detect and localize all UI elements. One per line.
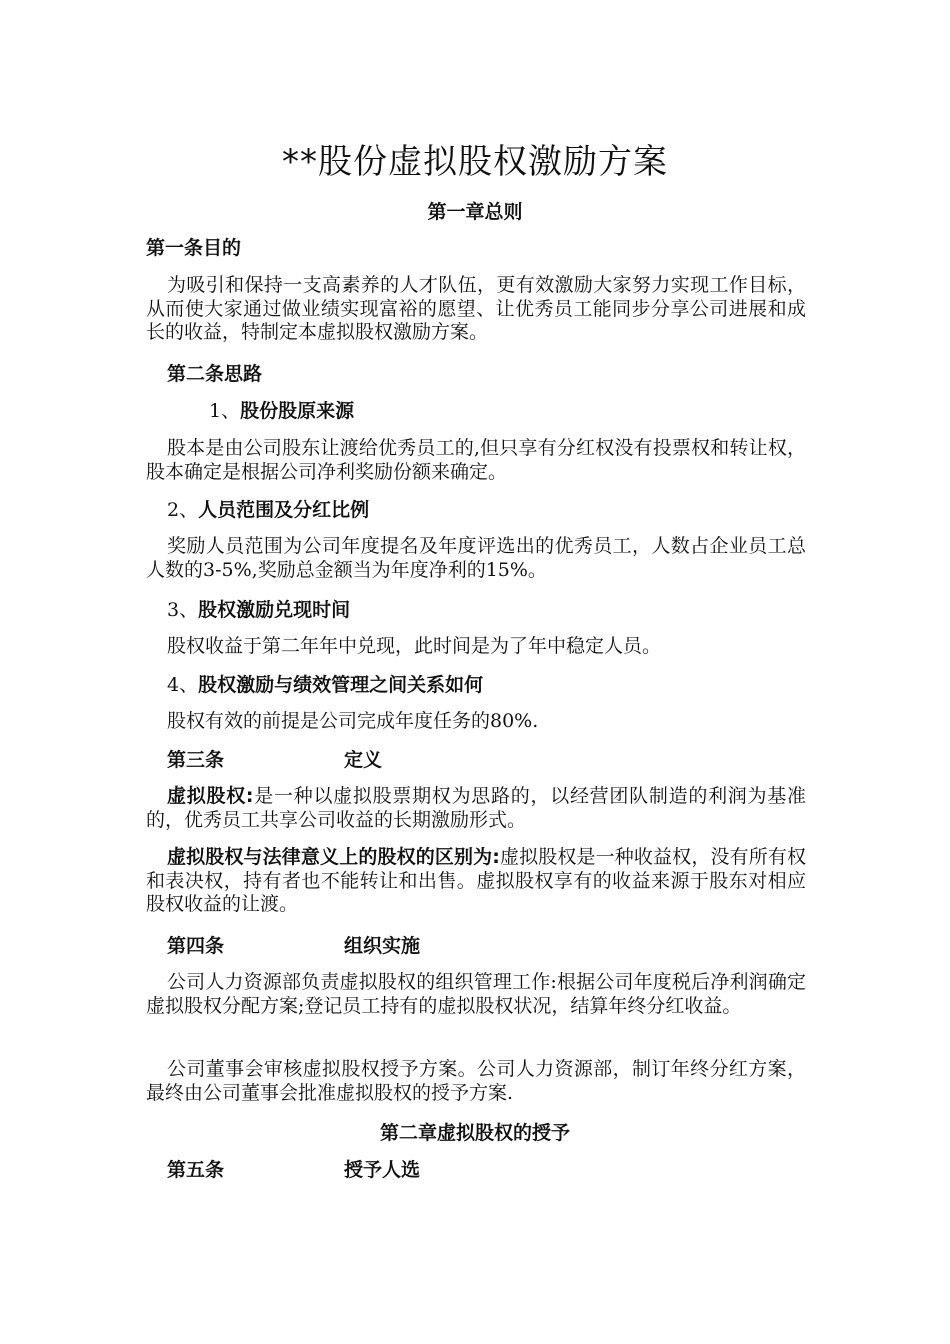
article-5-label: 第五条 <box>167 1159 225 1181</box>
chapter-1-heading: 第一章总则 <box>427 201 523 223</box>
item-2-title: 人员范围及分红比例 <box>198 499 370 521</box>
item-4-title: 股权激励与绩效管理之间关系如何 <box>198 674 484 696</box>
article-5-title: 授予人选 <box>344 1159 421 1181</box>
article-5-heading <box>167 1157 420 1183</box>
item-1-text: 股本是由公司股东让渡给优秀员工的,但只享有分红权没有投票权和转让权，股本确定是根据公司净利奖励份额来确定。 <box>146 437 806 483</box>
item-2-number: 2、 <box>167 499 199 521</box>
item-1-number: 1、 <box>209 400 241 422</box>
item-3-text: 股权收益于第二年年中兑现，此时间是为了年中稳定人员。 <box>167 635 662 657</box>
article-3-label: 第三条 <box>167 749 225 771</box>
item-2-heading <box>167 497 369 523</box>
definition-1 <box>146 785 806 832</box>
definition-2-term: 虚拟股权与法律意义上的股权的区别为: <box>167 846 500 868</box>
article-4-label: 第四条 <box>167 935 225 957</box>
chapter-2-heading: 第二章虚拟股权的授予 <box>379 1122 570 1144</box>
item-2-text: 奖励人员范围为公司年度提名及年度评选出的优秀员工，人数占企业员工总人数的3-5%,奖励总金额当为年度净利的15%。 <box>146 535 806 581</box>
article-1-text: 为吸引和保持一支高素养的人才队伍，更有效激励大家努力实现工作目标，从而使大家通过做业绩实现富裕的愿望、让优秀员工能同步分享公司进展和成长的收益，特制定本虚拟股权激励方案。 <box>146 274 806 343</box>
article-4-heading <box>167 933 420 959</box>
definition-1-text: 是一种以虚拟股票期权为思路的，以经营团队制造的利润为基准的，优秀员工共享公司收益的长期激励形式。 <box>146 785 806 831</box>
item-1-title: 股份股原来源 <box>240 400 355 422</box>
item-4-number: 4、 <box>167 674 199 696</box>
definition-2-text: 虚拟股权是一种收益权，没有所有权和表决权，持有者也不能转让和出售。虚拟股权享有的收益来源于股东对相应股权收益的让渡。 <box>146 846 806 915</box>
item-1-heading <box>209 398 354 424</box>
item-3-title: 股权激励兑现时间 <box>198 599 351 621</box>
article-1-heading: 第一条目的 <box>146 237 242 259</box>
article-3-title: 定义 <box>344 749 383 771</box>
article-3-heading <box>167 747 382 773</box>
item-4-text: 股权有效的前提是公司完成年度任务的80%. <box>167 710 539 732</box>
article-4-text-1: 公司人力资源部负责虚拟股权的组织管理工作:根据公司年度税后净利润确定虚拟股权分配方案;登记员工持有的虚拟股权状况，结算年终分红收益。 <box>146 971 806 1017</box>
item-3-number: 3、 <box>167 599 199 621</box>
definition-1-term: 虚拟股权: <box>167 785 254 807</box>
item-3-heading <box>167 597 350 623</box>
definition-2 <box>146 846 806 917</box>
document-title: **股份虚拟股权激励方案 <box>282 142 668 182</box>
article-4-title: 组织实施 <box>344 935 421 957</box>
article-4-text-2: 公司董事会审核虚拟股权授予方案。公司人力资源部，制订年终分红方案，最终由公司董事会批准虚拟股权的授予方案. <box>146 1058 806 1104</box>
article-2-heading: 第二条思路 <box>167 363 263 385</box>
item-4-heading <box>167 672 483 698</box>
